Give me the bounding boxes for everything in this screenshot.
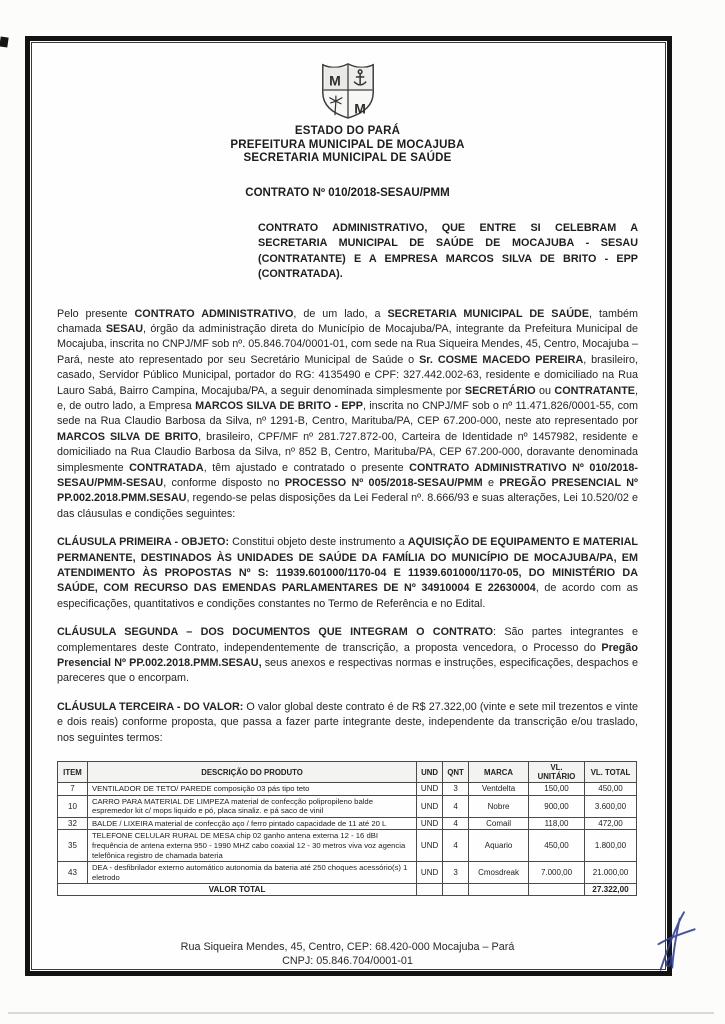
cell-unit: 7.000,00	[529, 862, 585, 884]
footer-cnpj: CNPJ: 05.846.704/0001-01	[282, 955, 413, 968]
cell-qnt: 3	[443, 862, 469, 884]
document-frame	[25, 36, 672, 976]
col-header-qnt: QNT	[443, 762, 469, 783]
table-header-row	[58, 762, 637, 783]
footer-address: Rua Siqueira Mendes, 45, Centro, CEP: 68.420-000 Mocajuba – Pará	[180, 941, 515, 954]
cell-item: 43	[58, 862, 88, 884]
cell-desc: BALDE / LIXEIRA material de confecção aço / ferro pintado capacidade de 11 até 20 L	[87, 817, 416, 830]
table-row	[58, 817, 637, 830]
total-empty-qnt	[443, 884, 469, 896]
cell-desc: CARRO PARA MATERIAL DE LIMPEZA material de confecção polipropileno balde espremedor kit c/ mops liquido e pó, placa sinaliz. e pá saco de vinil	[87, 795, 416, 817]
scan-artifact-speck	[0, 36, 9, 47]
total-empty-marca	[469, 884, 529, 896]
cell-item: 32	[58, 817, 88, 830]
col-header-und: UND	[417, 762, 443, 783]
scan-artifact-line	[8, 1012, 714, 1014]
cell-total: 3.600,00	[584, 795, 636, 817]
clause-first-object: CLÁUSULA PRIMEIRA - OBJETO: Constitui objeto deste instrumento a AQUISIÇÃO DE EQUIPAMENTO E MATERIAL PERMANENTE, DESTINADOS ÀS UNIDADES DE SAÚDE DA FAMÍLIA DO MUNICÍPIO DE MOCAJUBA/PA, EM ATENDIMENTO ÀS PROPOSTAS Nº S: 11939.601000/1170-04 E 11939.601000/1170-05, DO MINISTÉRIO DA SAÚDE, COM RECURSO DAS EMENDAS PARLAMENTARES DE Nº 34910004 E 22630004, de acordo com as especificações, quantitativos e condições constantes no Termo de Referência e no Edital.	[57, 536, 638, 610]
cell-desc: TELEFONE CELULAR RURAL DE MESA chip 02 ganho antena externa 12 - 16 dBI frequência de antena externa 950 - 1990 MHZ cabo coaxial 12 - 30 metros viva voz agencia telefônica registro de chamada bateria	[87, 830, 416, 862]
clause-second-documents: CLÁUSULA SEGUNDA – DOS DOCUMENTOS QUE INTEGRAM O CONTRATO: São partes integrantes e complementares deste Contrato, independentemente de transcrição, a proposta vencedora, o Processo do Pregão Presencial Nº PP.002.2018.PMM.SESAU, seus anexos e respectivas normas e instruções, especificações, despachos e pareceres que o encorpam.	[57, 626, 638, 685]
cell-item: 10	[58, 795, 88, 817]
table-row	[58, 795, 637, 817]
col-header-desc: DESCRIÇÃO DO PRODUTO	[87, 762, 416, 783]
total-value: 27.322,00	[584, 884, 636, 896]
cell-marca: Aquario	[469, 830, 529, 862]
cell-total: 21.000,00	[584, 862, 636, 884]
total-empty-und	[417, 884, 443, 896]
total-empty-unit	[529, 884, 585, 896]
col-header-unit: VL. UNITÁRIO	[529, 762, 585, 783]
cell-desc: VENTILADOR DE TETO/ PAREDE composição 03 pás tipo teto	[87, 783, 416, 796]
document-content	[31, 42, 666, 970]
cell-unit: 118,00	[529, 817, 585, 830]
crest-letter-m-top: M	[328, 72, 341, 89]
cell-und: UND	[417, 830, 443, 862]
items-table	[57, 761, 637, 896]
cell-marca: Cmosdreak	[469, 862, 529, 884]
cell-marca: Nobre	[469, 795, 529, 817]
municipal-crest-icon	[320, 59, 376, 121]
clause-third-value: CLÁUSULA TERCEIRA - DO VALOR: O valor global deste contrato é de R$ 27.322,00 (vinte e sete mil trezentos e vinte e dois reais) conforme proposta, que passa a fazer parte integrante deste, independente da transcrição e/ou traslado, nos seguintes termos:	[57, 700, 638, 744]
cell-item: 7	[58, 783, 88, 796]
cell-qnt: 4	[443, 795, 469, 817]
contract-number: CONTRATO Nº 010/2018-SESAU/PMM	[245, 186, 450, 199]
items-table-body	[58, 783, 637, 884]
cell-total: 472,00	[584, 817, 636, 830]
cell-desc: DEA - desfibrilador externo automático autonomia da bateria até 250 choques acessório(s) 1 eletrodo	[87, 862, 416, 884]
col-header-item: ITEM	[58, 762, 88, 783]
cell-qnt: 4	[443, 817, 469, 830]
cell-und: UND	[417, 795, 443, 817]
cell-item: 35	[58, 830, 88, 862]
footer-block	[57, 940, 638, 968]
department-name: SECRETARIA MUNICIPAL DE SAÚDE	[243, 152, 452, 164]
cell-unit: 150,00	[529, 783, 585, 796]
cell-unit: 450,00	[529, 830, 585, 862]
col-header-total: VL. TOTAL	[584, 762, 636, 783]
opening-paragraph: Pelo presente CONTRATO ADMINISTRATIVO, de um lado, a SECRETARIA MUNICIPAL DE SAÚDE, também chamada SESAU, órgão da administração direta do Município de Mocajuba/PA, integrante da Prefeitura Municipal de Mocajuba, inscrita no CNPJ/MF sob nº. 05.846.704/0001-01, com sede na Rua Siqueira Mendes, 45, Centro, Mocajuba – Pará, neste ato representado por seu Secretário Municipal de Saúde o Sr. COSME MACEDO PEREIRA, brasileiro, casado, Servidor Público Municipal, portador do RG: 4135490 e CPF: 327.442.002-63, residente e domiciliado na Rua Lauro Sabá, Bairro Campina, Mocajuba/PA, a seguir denominada simplesmente por SECRETÁRIO ou CONTRATANTE, e, de outro lado, a Empresa MARCOS SILVA DE BRITO - EPP, inscrita no CNPJ/MF sob o nº 11.471.826/0001-55, com sede na Rua Claudio Barbosa da Silva, nº 1291-B, Centro, Marituba/PA, CEP 67.200-000, neste ato representado por MARCOS SILVA DE BRITO, brasileiro, CPF/MF nº 281.727.872-00, Carteira de Identidade nº 1457982, residente e domiciliado na Rua Claudio Barbosa da Silva, nº 852 B, Centro, Marituba/PA, CEP 67.200-000, doravante denominada simplesmente CONTRATADA, têm ajustado e contratado o presente CONTRATO ADMINISTRATIVO Nº 010/2018-SESAU/PMM-SESAU, conforme disposto no PROCESSO Nº 005/2018-SESAU/PMM e PREGÃO PRESENCIAL Nº PP.002.2018.PMM.SESAU, regendo-se pelas disposições da Lei Federal nº. 8.666/93 e suas alterações, Lei 10.520/02 e das cláusulas e condições seguintes:	[57, 307, 639, 520]
col-header-marca: MARCA	[469, 762, 529, 783]
cell-und: UND	[417, 862, 443, 884]
cell-und: UND	[417, 817, 443, 830]
table-row	[58, 830, 637, 862]
cell-und: UND	[417, 783, 443, 796]
cell-total: 450,00	[584, 783, 636, 796]
cell-marca: Ventdelta	[469, 783, 529, 796]
cell-qnt: 3	[443, 783, 469, 796]
cell-unit: 900,00	[529, 795, 585, 817]
crest-letter-m-bottom: M	[353, 100, 366, 117]
signature-icon	[652, 908, 700, 974]
state-name: ESTADO DO PARÁ	[294, 125, 401, 137]
total-row	[58, 884, 637, 896]
municipality-name: PREFEITURA MUNICIPAL DE MOCAJUBA	[230, 138, 465, 151]
contract-preamble: CONTRATO ADMINISTRATIVO, QUE ENTRE SI CELEBRAM A SECRETARIA MUNICIPAL DE SAÚDE DE MOCAJUBA - SESAU (CONTRATANTE) E A EMPRESA MARCOS SILVA DE BRITO - EPP (CONTRATADA).	[258, 221, 638, 280]
table-row	[58, 862, 637, 884]
cell-total: 1.800,00	[584, 830, 636, 862]
cell-qnt: 4	[443, 830, 469, 862]
cell-marca: Comail	[469, 817, 529, 830]
total-label: VALOR TOTAL	[58, 884, 417, 896]
table-row	[58, 783, 637, 796]
